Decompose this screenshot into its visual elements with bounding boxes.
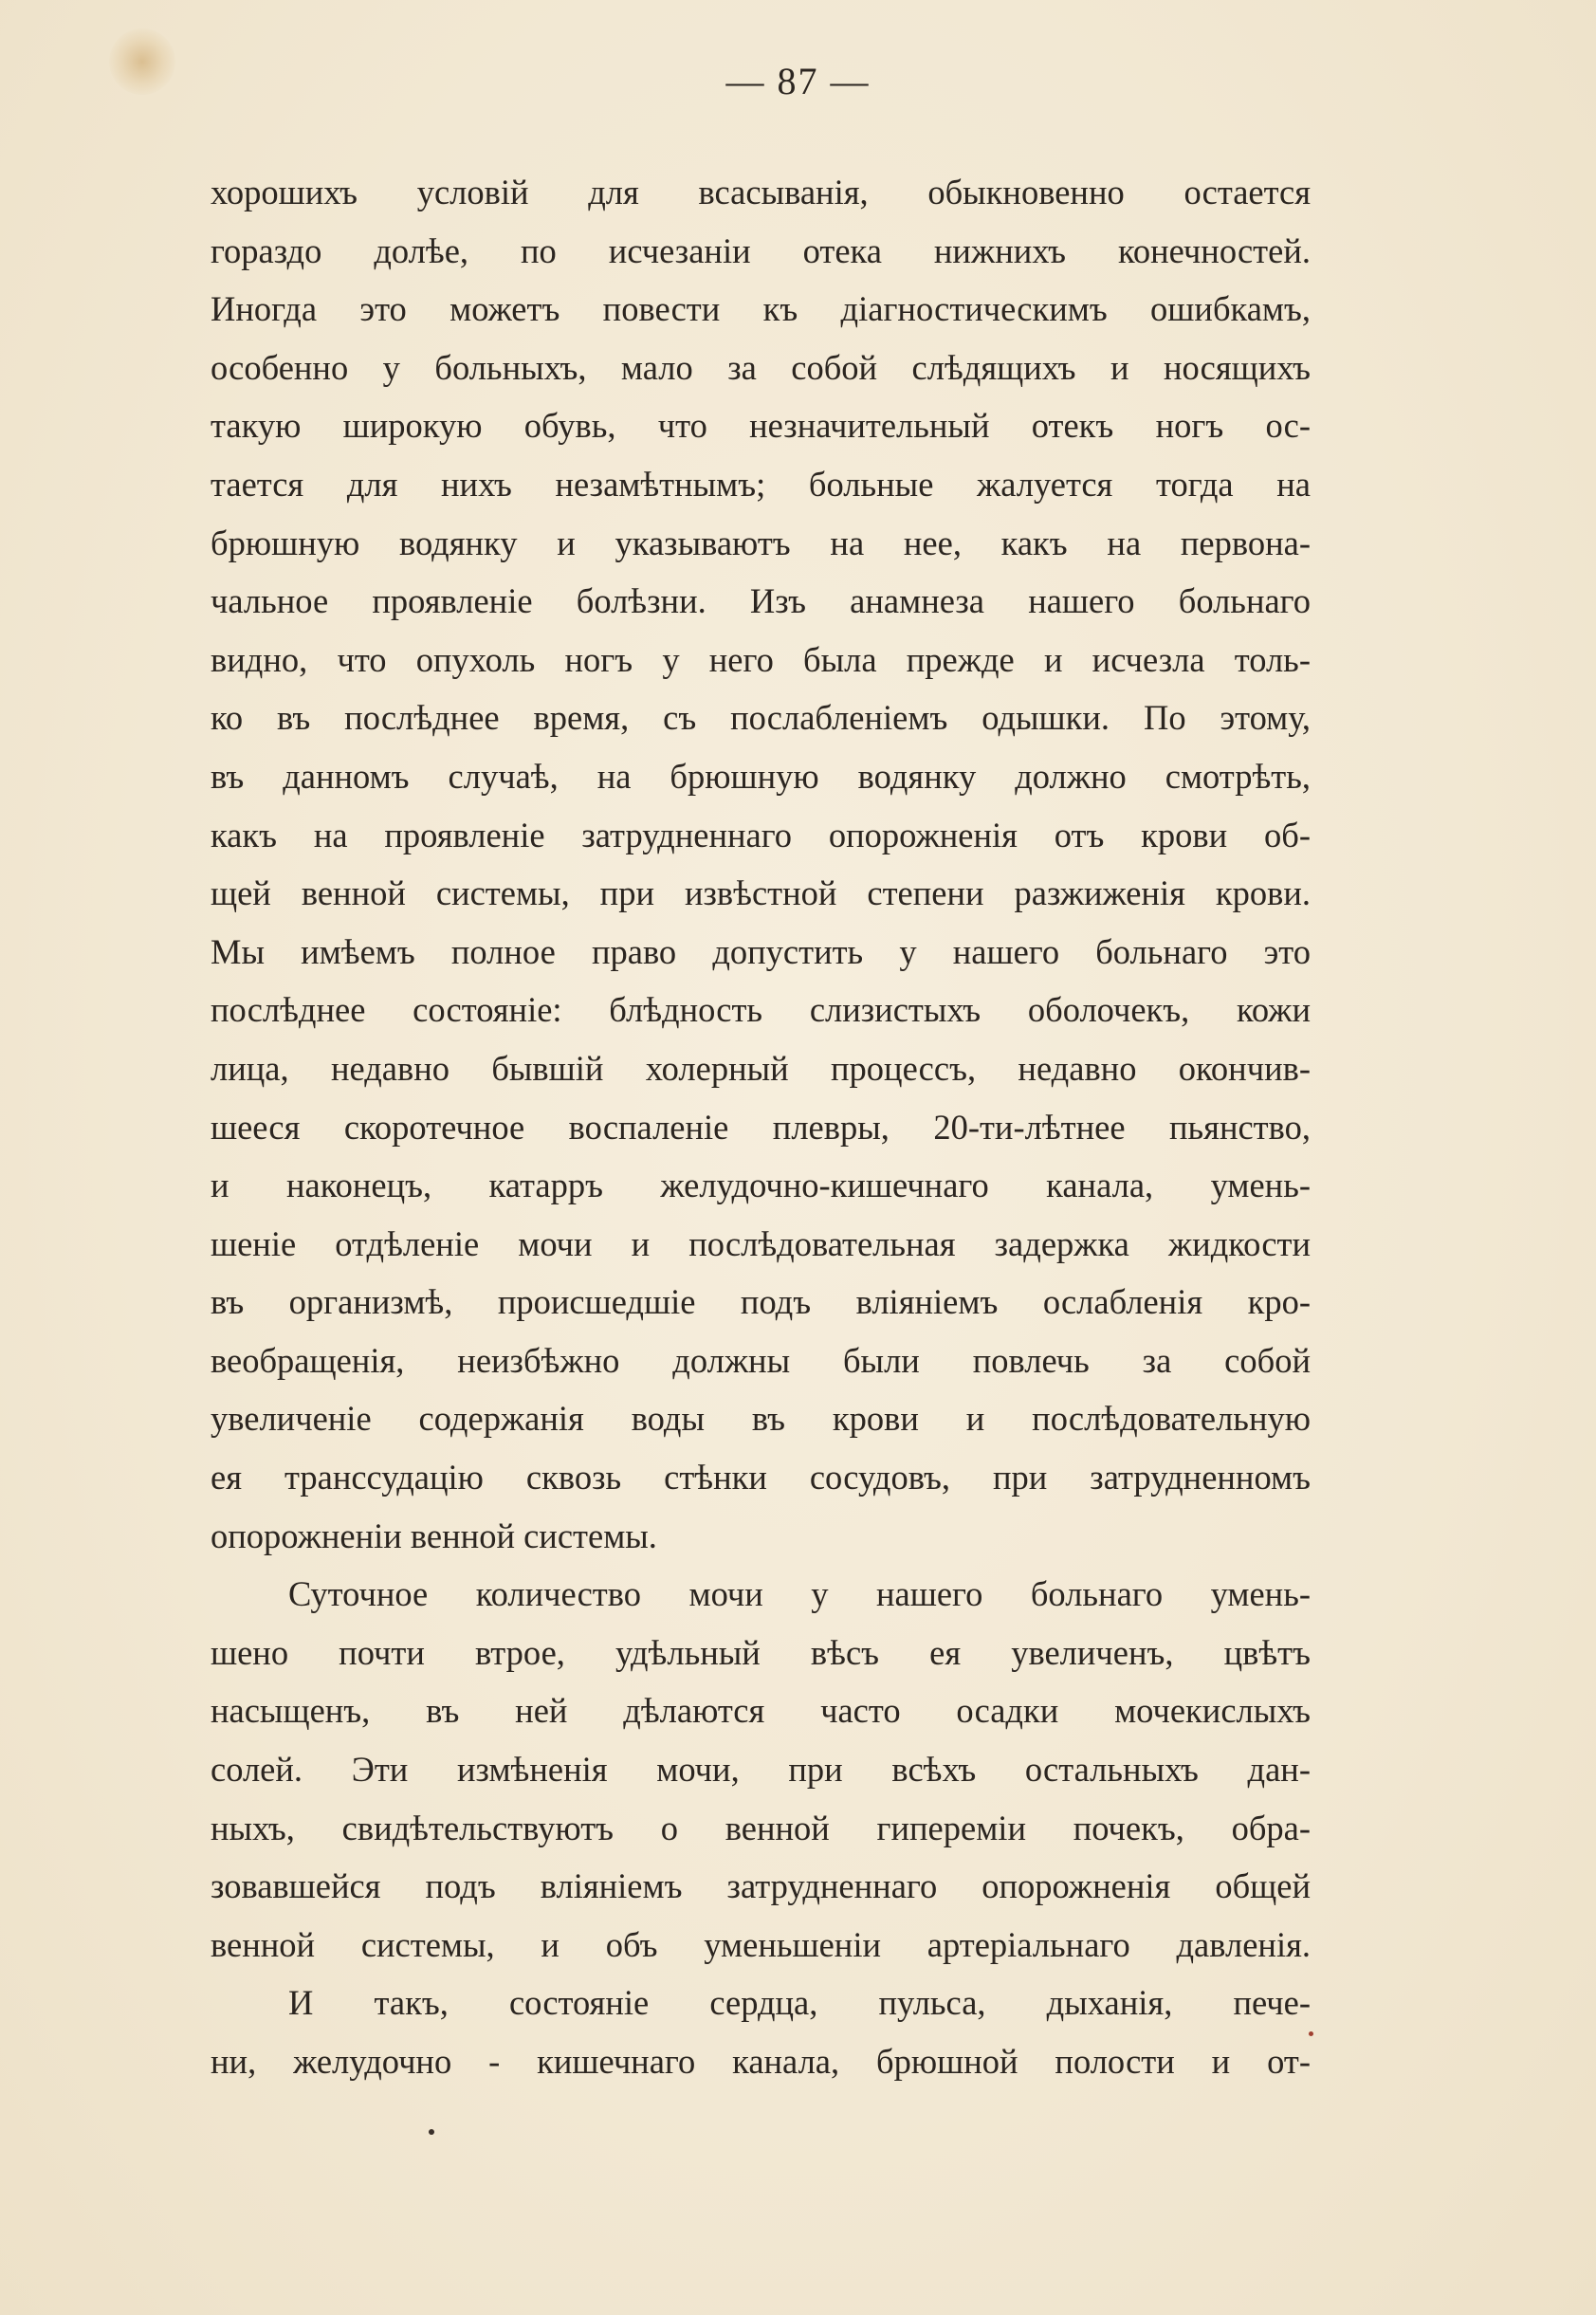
text-line: шено почти втрое, удѣльный вѣсъ ея увеличенъ, цвѣтъ (211, 1632, 1311, 1672)
text-line: и наконецъ, катарръ желудочно-кишечнаго канала, умень- (211, 1166, 1311, 1205)
text-line: И такъ, состояніе сердца, пульса, дыханія, пече- (288, 1983, 1311, 2023)
text-line: шееся скоротечное воспаленіе плевры, 20-ти-лѣтнее пьянство, (211, 1107, 1311, 1147)
text-line: чальное проявленіе болѣзни. Изъ анамнеза нашего больнаго (211, 581, 1311, 621)
body-text (211, 163, 1311, 2091)
ink-speck (1309, 2031, 1313, 2036)
text-line: ныхъ, свидѣтельствуютъ о венной гипереміи почекъ, обра- (211, 1808, 1311, 1847)
text-line: такую широкую обувь, что незначительный отекъ ногъ ос- (211, 406, 1311, 446)
text-line: видно, что опухоль ногъ у него была прежде и исчезла толь- (211, 639, 1311, 679)
text-line: въ данномъ случаѣ, на брюшную водянку должно смотрѣть, (211, 756, 1311, 796)
text-line: Суточное количество мочи у нашего больнаго умень- (288, 1574, 1311, 1614)
text-line: шеніе отдѣленіе мочи и послѣдовательная задержка жидкости (211, 1223, 1311, 1263)
text-line: ко въ послѣднее время, съ послабленіемъ одышки. По этому, (211, 698, 1311, 738)
text-line: ни, желудочно - кишечнаго канала, брюшной полости и от- (211, 2042, 1311, 2081)
text-line: гораздо долѣе, по исчезаніи отека нижнихъ конечностей. (211, 230, 1311, 270)
text-line: венной системы, и объ уменьшеніи артеріальнаго давленія. (211, 1924, 1311, 1964)
text-line: ея транссудацію сквозь стѣнки сосудовъ, при затрудненномъ (211, 1458, 1311, 1497)
text-line: въ организмѣ, происшедшіе подъ вліяніемъ ослабленія кро- (211, 1282, 1311, 1322)
text-line: послѣднее состояніе: блѣдность слизистыхъ оболочекъ, кожи (211, 990, 1311, 1030)
text-line: особенно у больныхъ, мало за собой слѣдящихъ и носящихъ (211, 347, 1311, 387)
text-line: опорожненіи венной системы. (211, 1516, 657, 1555)
text-line: лица, недавно бывшій холерный процессъ, недавно окончив- (211, 1048, 1311, 1088)
ink-speck (429, 2129, 434, 2135)
text-line: Иногда это можетъ повести къ діагностическимъ ошибкамъ, (211, 289, 1311, 329)
text-line: какъ на проявленіе затрудненнаго опорожненія отъ крови об- (211, 815, 1311, 854)
text-line: солей. Эти измѣненія мочи, при всѣхъ остальныхъ дан- (211, 1750, 1311, 1790)
text-line: увеличеніе содержанія воды въ крови и послѣдовательную (211, 1399, 1311, 1439)
text-line: Мы имѣемъ полное право допустить у нашего больнаго это (211, 931, 1311, 971)
page-number: — 87 — (725, 60, 871, 102)
text-line: щей венной системы, при извѣстной степени разжиженія крови. (211, 873, 1311, 913)
text-line: насыщенъ, въ ней дѣлаются часто осадки мочекислыхъ (211, 1691, 1311, 1731)
text-line: брюшную водянку и указываютъ на нее, какъ на первона- (211, 523, 1311, 562)
text-line: хорошихъ условій для всасыванія, обыкновенно остается (211, 173, 1311, 211)
text-line: тается для нихъ незамѣтнымъ; больные жалуется тогда на (211, 464, 1311, 504)
text-line: веобращенія, неизбѣжно должны были повлечь за собой (211, 1340, 1311, 1380)
text-line: зовавшейся подъ вліяніемъ затрудненнаго опорожненія общей (211, 1866, 1311, 1906)
